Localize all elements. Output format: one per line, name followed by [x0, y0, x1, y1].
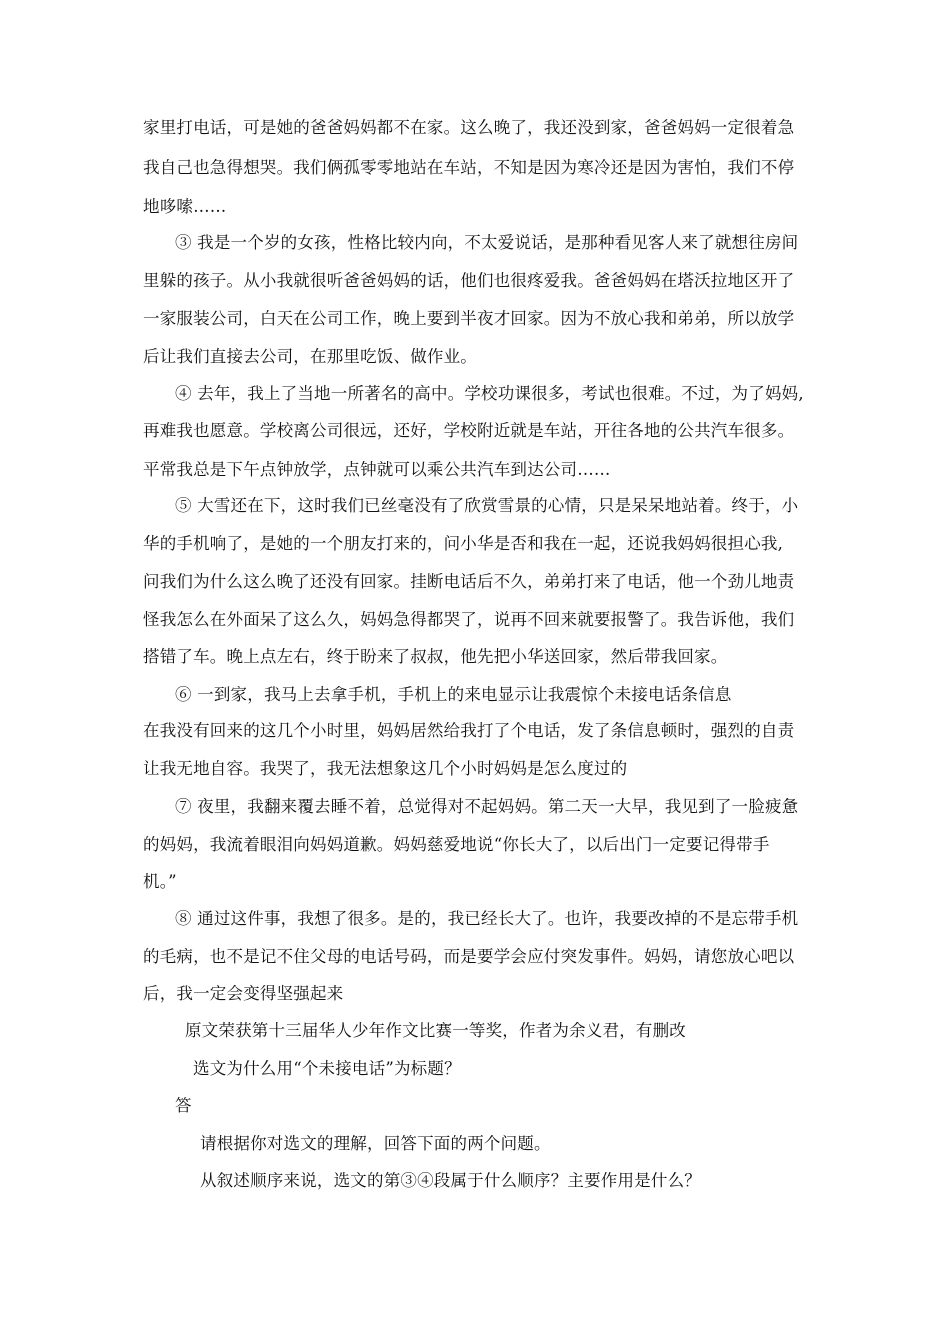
text-line: 怪我怎么在外面呆了这么久，妈妈急得都哭了，说再不回来就要报警了。我告诉他，我们	[143, 610, 795, 629]
question-intro: 请根据你对选文的理解，回答下面的两个问题。	[200, 1134, 551, 1153]
text-line: 的毛病，也不是记不住父母的电话号码，而是要学会应付突发事件。妈妈，请您放心吧以	[143, 947, 795, 966]
text-line: 后让我们直接去公司，在那里吃饭、做作业。	[143, 347, 477, 366]
question-1: 选文为什么用“个未接电话”为标题？	[193, 1059, 461, 1078]
paragraph-5-start: ⑤ 大雪还在下，这时我们已丝毫没有了欣赏雪景的心情，只是呆呆地站着。终于，小	[175, 496, 799, 515]
paragraph-6-start: ⑥ 一到家，我马上去拿手机，手机上的来电显示让我震惊个未接电话条信息	[175, 685, 732, 704]
text-line: 的妈妈，我流着眼泪向妈妈道歉。妈妈慈爱地说“你长大了，以后出门一定要记得带手	[143, 835, 770, 854]
text-line: 让我无地自容。我哭了，我无法想象这几个小时妈妈是怎么度过的	[143, 759, 628, 778]
question-2: 从叙述顺序来说，选文的第③④段属于什么顺序？主要作用是什么？	[200, 1171, 701, 1190]
source-note: 原文荣获第十三届华人少年作文比赛一等奖，作者为余义君，有删改	[185, 1021, 686, 1040]
text-line: 平常我总是下午点钟放学，点钟就可以乘公共汽车到达公司……	[143, 460, 611, 479]
paragraph-8-start: ⑧ 通过这件事，我想了很多。是的，我已经长大了。也许，我要改掉的不是忘带手机	[175, 909, 799, 928]
text-line: 家里打电话，可是她的爸爸妈妈都不在家。这么晚了，我还没到家，爸爸妈妈一定很着急	[143, 118, 795, 137]
text-line: 一家服装公司，白天在公司工作，晚上要到半夜才回家。因为不放心我和弟弟，所以放学	[143, 309, 795, 328]
text-line: 后，我一定会变得坚强起来	[143, 984, 344, 1003]
paragraph-3-start: ③ 我是一个岁的女孩，性格比较内向，不太爱说话，是那种看见客人来了就想往房间	[175, 233, 799, 252]
text-line: 问我们为什么这么晚了还没有回家。挂断电话后不久，弟弟打来了电话，他一个劲儿地责	[143, 572, 795, 591]
text-line: 华的手机响了，是她的一个朋友打来的，问小华是否和我在一起，还说我妈妈很担心我,	[143, 534, 784, 553]
paragraph-4-start: ④ 去年，我上了当地一所著名的高中。学校功课很多，考试也很难。不过，为了妈妈,	[175, 384, 804, 403]
text-line: 里躲的孩子。从小我就很听爸爸妈妈的话，他们也很疼爱我。爸爸妈妈在塔沃拉地区开了	[143, 271, 795, 290]
text-line: 地哆嗦……	[143, 197, 227, 216]
text-line: 在我没有回来的这几个小时里，妈妈居然给我打了个电话，发了条信息顿时，强烈的自责	[143, 721, 795, 740]
text-line: 搭错了车。晚上点左右，终于盼来了叔叔，他先把小华送回家，然后带我回家。	[143, 647, 728, 666]
answer-label: 答	[175, 1096, 192, 1115]
text-line: 机。”	[143, 872, 177, 891]
text-line: 再难我也愿意。学校离公司很远，还好，学校附近就是车站，开往各地的公共汽车很多。	[143, 421, 795, 440]
paragraph-7-start: ⑦ 夜里，我翻来覆去睡不着，总觉得对不起妈妈。第二天一大早，我见到了一脸疲惫	[175, 797, 799, 816]
text-line: 我自己也急得想哭。我们俩孤零零地站在车站，不知是因为寒冷还是因为害怕，我们不停	[143, 158, 795, 177]
